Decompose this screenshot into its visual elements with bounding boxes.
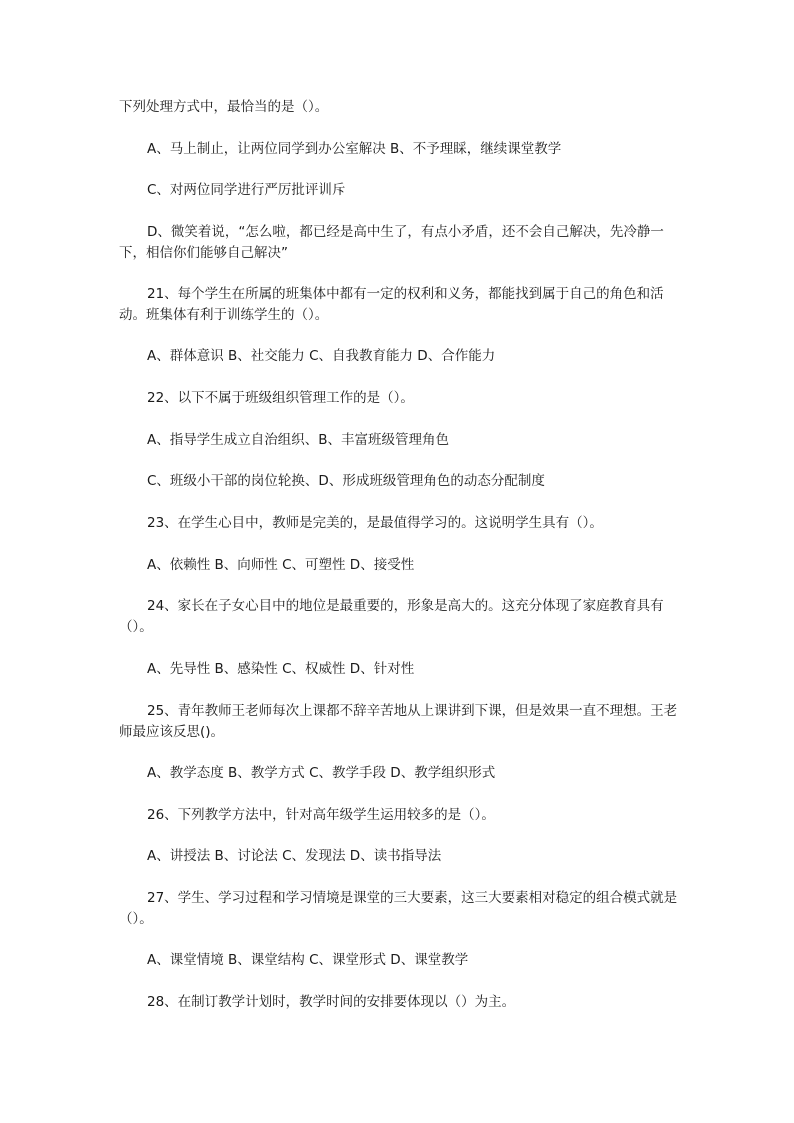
question-27: 27、学生、学习过程和学习情境是课堂的三大要素，这三大要素相对稳定的组合模式就是（）。 bbox=[119, 890, 678, 927]
answer-options: A、课堂情境 B、课堂结构 C、课堂形式 D、课堂教学 bbox=[147, 952, 469, 968]
question-23: 23、在学生心目中，教师是完美的，是最值得学习的。这说明学生具有（）。 bbox=[147, 515, 603, 531]
question-28: 28、在制订教学计划时，教学时间的安排要体现以（）为主。 bbox=[147, 994, 516, 1010]
answer-options: D、微笑着说，“怎么啦，都已经是高中生了，有点小矛盾，还不会自己解决，先冷静一下，相信你们能够自己解决” bbox=[119, 224, 664, 261]
answer-options: A、教学态度 B、教学方式 C、教学手段 D、教学组织形式 bbox=[147, 765, 496, 781]
question-22: 22、以下不属于班级组织管理工作的是（）。 bbox=[147, 390, 414, 406]
question-text: 下列处理方式中，最恰当的是（）。 bbox=[119, 99, 329, 115]
answer-options: A、先导性 B、感染性 C、权威性 D、针对性 bbox=[147, 661, 415, 677]
question-26: 26、下列教学方法中，针对高年级学生运用较多的是（）。 bbox=[147, 807, 495, 823]
answer-options: C、班级小干部的岗位轮换、D、形成班级管理角色的动态分配制度 bbox=[147, 473, 545, 489]
answer-options: C、对两位同学进行严厉批评训斥 bbox=[147, 182, 346, 198]
question-21: 21、每个学生在所属的班集体中都有一定的权利和义务，都能找到属于自己的角色和活动。班集体有利于训练学生的（）。 bbox=[119, 286, 664, 323]
question-25: 25、青年教师王老师每次上课都不辞辛苦地从上课讲到下课，但是效果一直不理想。王老师最应该反思()。 bbox=[119, 703, 678, 740]
answer-options: A、马上制止，让两位同学到办公室解决 B、不予理睬，继续课堂教学 bbox=[147, 141, 562, 157]
question-24: 24、家长在子女心目中的地位是最重要的，形象是高大的。这充分体现了家庭教育具有（）。 bbox=[119, 598, 664, 635]
answer-options: A、讲授法 B、讨论法 C、发现法 D、读书指导法 bbox=[147, 848, 442, 864]
answer-options: A、群体意识 B、社交能力 C、自我教育能力 D、合作能力 bbox=[147, 348, 496, 364]
answer-options: A、依赖性 B、向师性 C、可塑性 D、接受性 bbox=[147, 557, 415, 573]
answer-options: A、指导学生成立自治组织、B、丰富班级管理角色 bbox=[147, 432, 449, 448]
